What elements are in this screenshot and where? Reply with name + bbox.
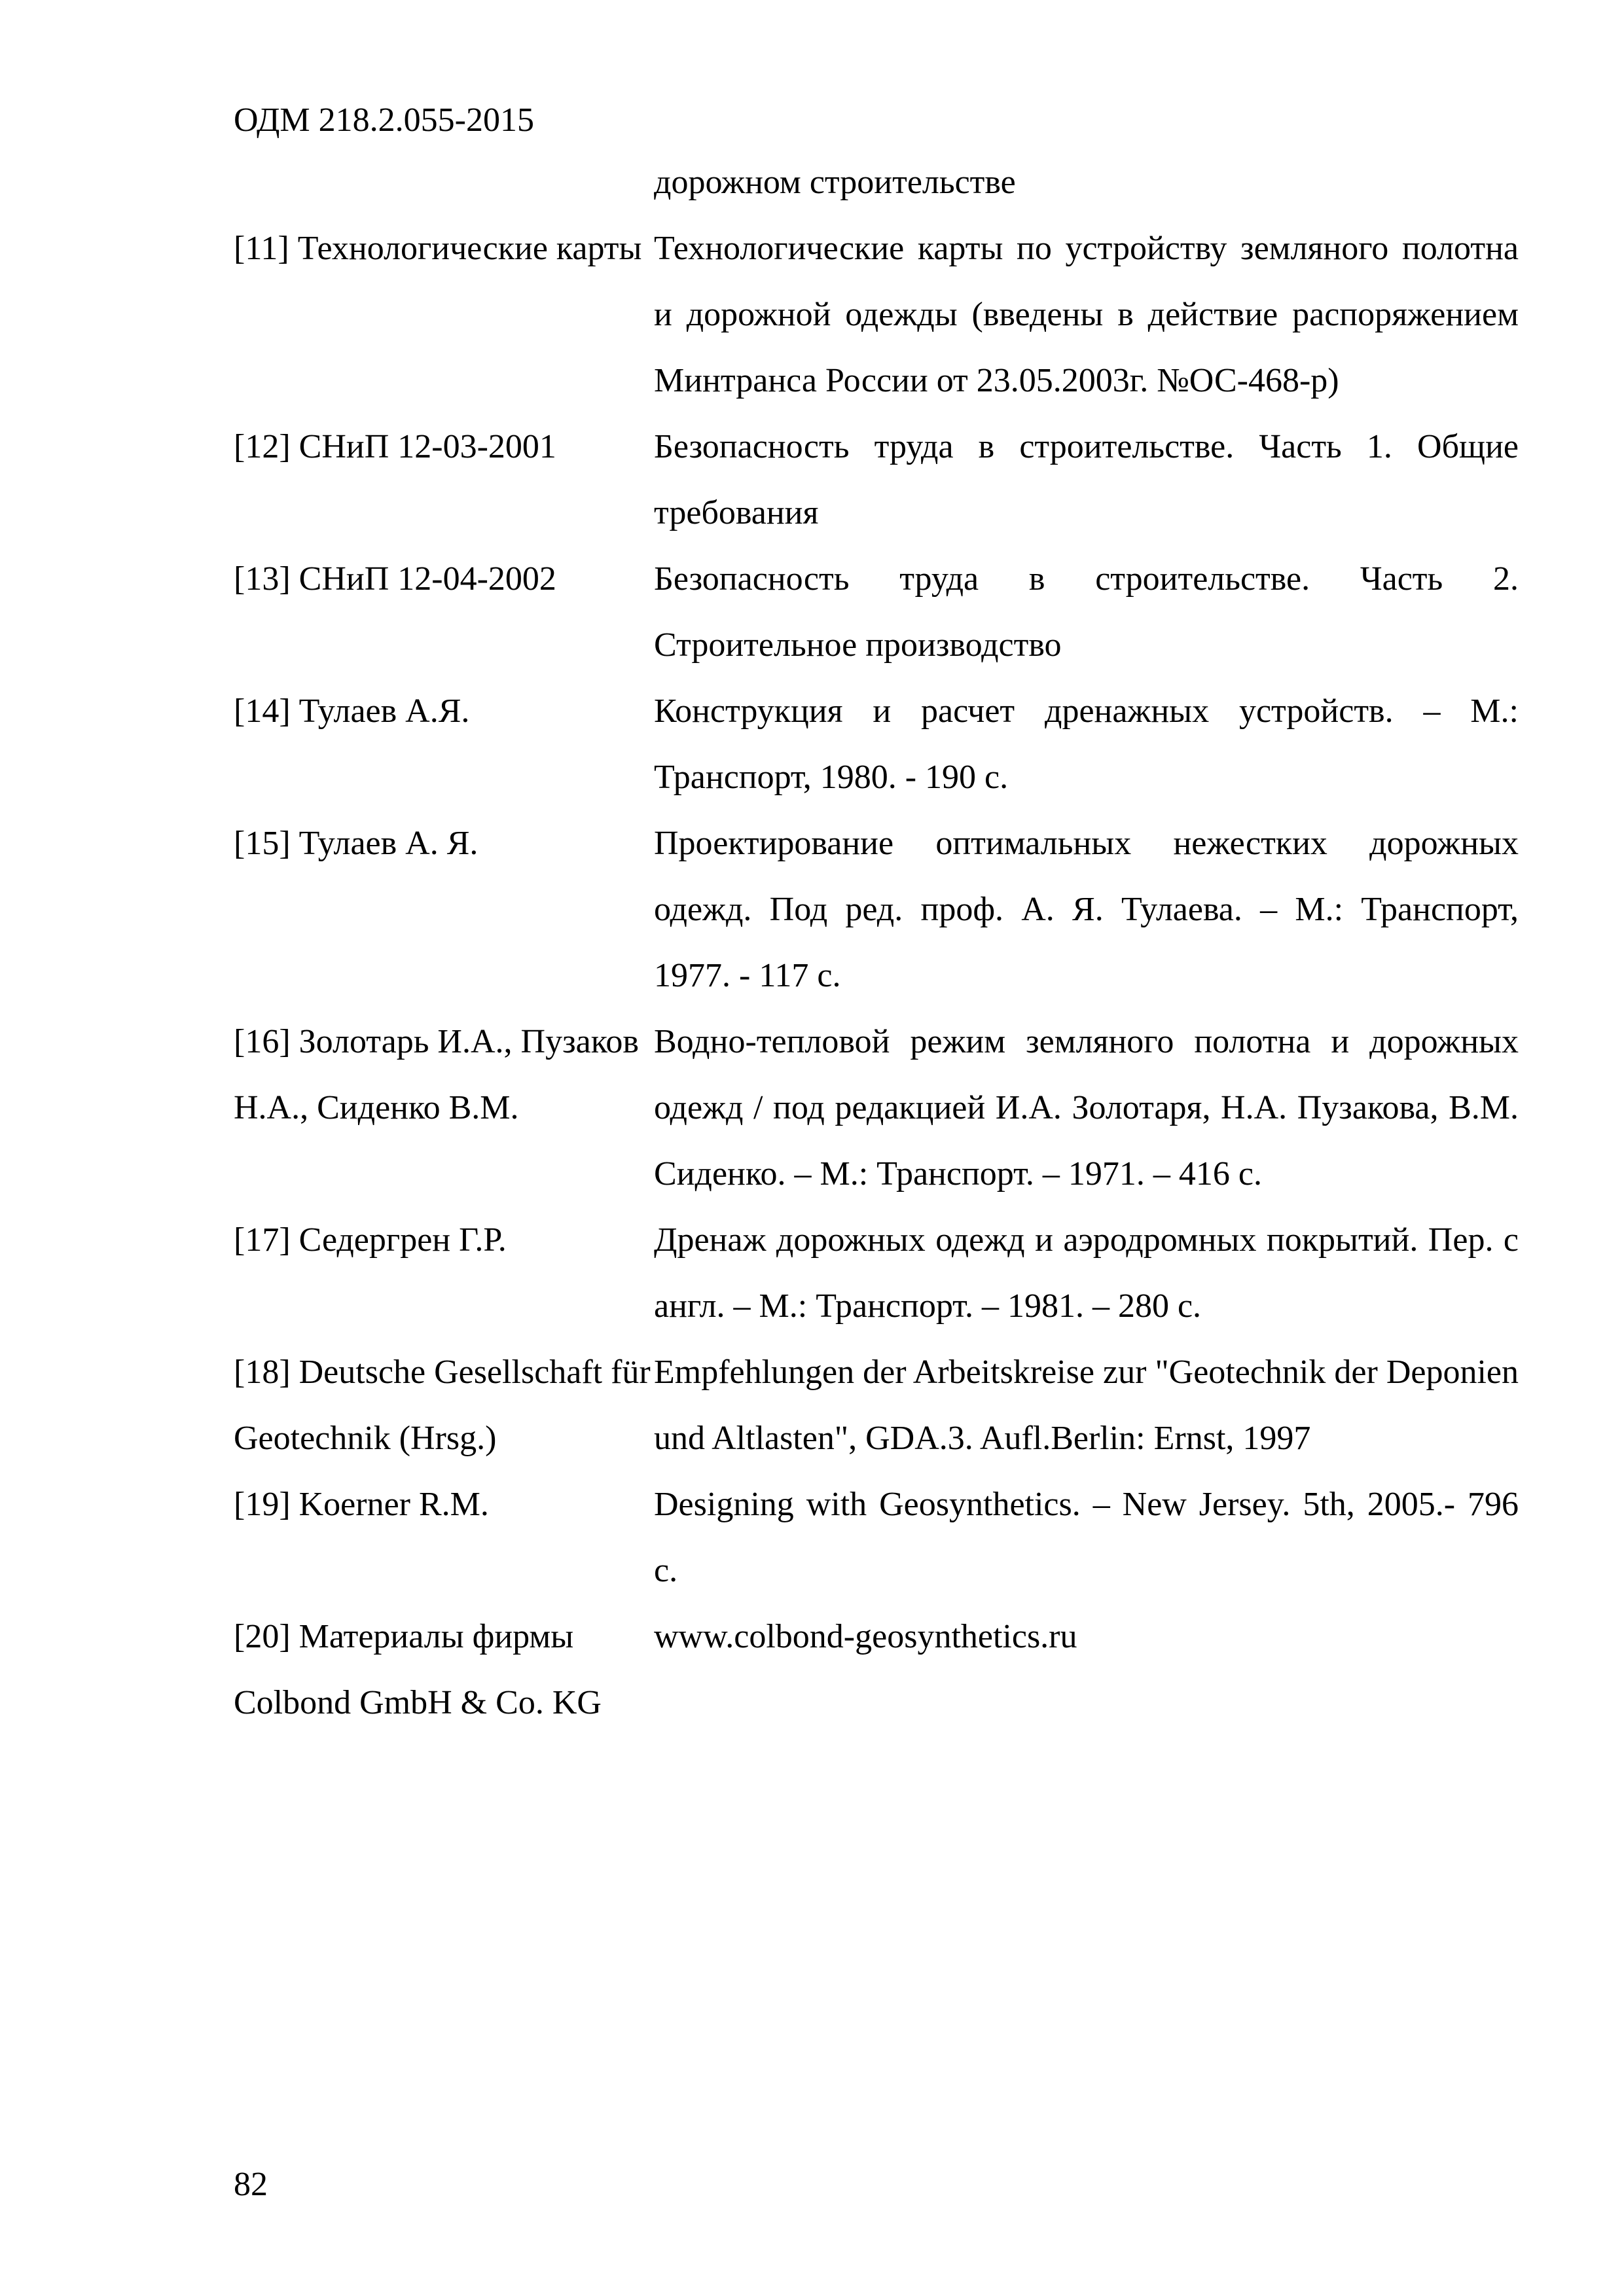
reference-description: Технологические карты по устройству земляного полотна и дорожной одежды (введены в действие распоряжением Минтранса России от 23.05.2003г. №ОС-468-р) <box>654 230 1519 399</box>
reference-key: [15] Тулаев А. Я. <box>234 825 478 862</box>
reference-row <box>234 215 1519 414</box>
reference-row <box>234 678 1519 810</box>
reference-description: Безопасность труда в строительстве. Часть 2. Строительное производство <box>654 560 1519 664</box>
reference-row <box>234 149 1519 215</box>
reference-row <box>234 546 1519 678</box>
reference-key: [11] Технологические карты <box>234 230 642 267</box>
references-table <box>234 149 1519 1736</box>
reference-key: [14] Тулаев А.Я. <box>234 692 470 730</box>
reference-description: Дренаж дорожных одежд и аэродромных покрытий. Пер. с англ. – М.: Транспорт. – 1981. – 280 с. <box>654 1221 1519 1325</box>
reference-description: Проектирование оптимальных нежестких дорожных одежд. Под ред. проф. А. Я. Тулаева. – М.: Транспорт, 1977. - 117 с. <box>654 825 1519 994</box>
reference-description: Конструкция и расчет дренажных устройств. – М.: Транспорт, 1980. - 190 с. <box>654 692 1519 796</box>
reference-row <box>234 1339 1519 1471</box>
reference-row <box>234 1604 1519 1736</box>
reference-row <box>234 1471 1519 1604</box>
reference-key: [20] Материалы фирмы Colbond GmbH & Co. KG <box>234 1618 602 1721</box>
reference-description: Empfehlungen der Arbeitskreise zur "Geotechnik der Deponien und Altlasten", GDA.3. Aufl.Berlin: Ernst, 1997 <box>654 1354 1519 1457</box>
reference-description: дорожном строительстве <box>654 164 1016 201</box>
reference-row <box>234 1207 1519 1339</box>
reference-key: [19] Koerner R.M. <box>234 1486 489 1523</box>
page-number: 82 <box>234 2166 268 2203</box>
document-code: ОДМ 218.2.055-2015 <box>234 101 534 139</box>
reference-description: www.colbond-geosynthetics.ru <box>654 1618 1077 1655</box>
reference-row <box>234 810 1519 1009</box>
reference-key: [17] Седергрен Г.Р. <box>234 1221 507 1259</box>
reference-key: [12] СНиП 12-03-2001 <box>234 428 556 465</box>
reference-key: [16] Золотарь И.А., Пузаков Н.А., Сиденко В.М. <box>234 1023 639 1126</box>
reference-key: [13] СНиП 12-04-2002 <box>234 560 556 598</box>
reference-description: Designing with Geosynthetics. – New Jersey. 5th, 2005.- 796 с. <box>654 1486 1519 1589</box>
reference-key <box>234 149 654 215</box>
reference-description: Безопасность труда в строительстве. Часть 1. Общие требования <box>654 428 1519 531</box>
reference-description: Водно-тепловой режим земляного полотна и дорожных одежд / под редакцией И.А. Золотаря, Н.А. Пузакова, В.М. Сиденко. – М.: Транспорт. – 1971. – 416 с. <box>654 1023 1519 1193</box>
reference-row <box>234 1009 1519 1207</box>
reference-key: [18] Deutsche Gesellschaft für Geotechnik (Hrsg.) <box>234 1354 651 1457</box>
reference-row <box>234 414 1519 546</box>
